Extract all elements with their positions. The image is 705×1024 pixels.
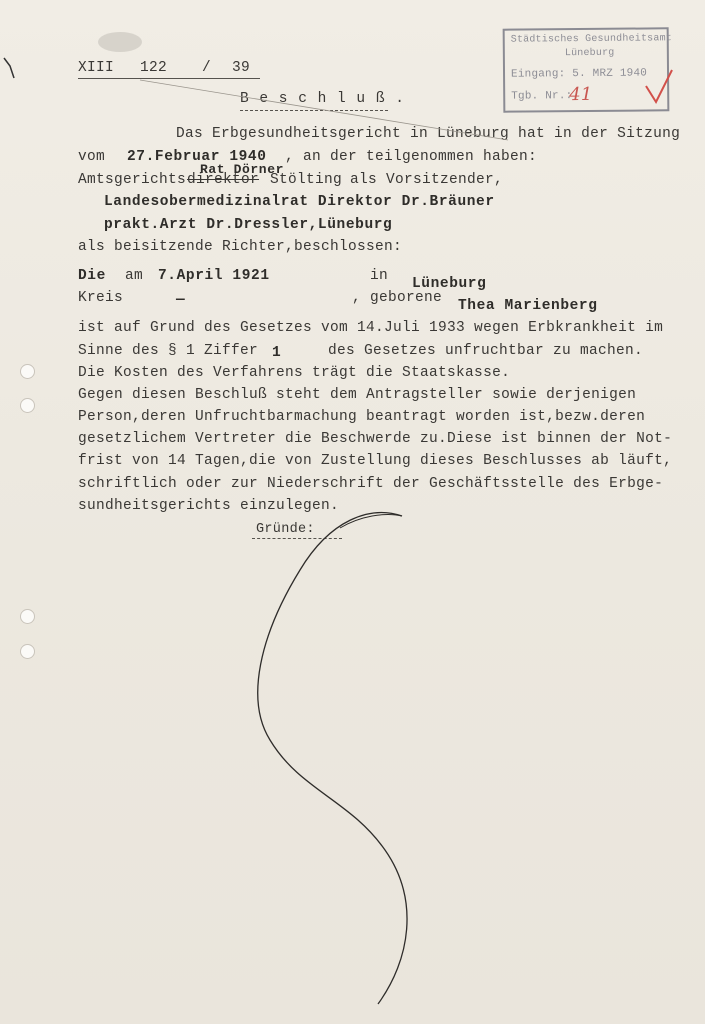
cancellation-stroke — [258, 513, 407, 1004]
ziffer-value: 1 — [272, 345, 282, 361]
body-line-2-prefix: Sinne des § 1 Ziffer — [78, 343, 259, 359]
intro-line: Das Erbgesundheitsgericht in Lüneburg hat in der Sitzung — [176, 126, 681, 142]
judges-closing: als beisitzende Richter,beschlossen: — [78, 239, 403, 255]
chair-struck-name: Stölting — [270, 172, 343, 188]
am-label: am — [125, 268, 144, 284]
pencil-line — [140, 80, 508, 140]
chair-suffix: als Vorsitzender, — [350, 172, 504, 188]
reference-part1: XIII — [78, 60, 115, 76]
birth-place: Lüneburg — [412, 276, 487, 292]
body-line-9: sundheitsgerichts einzulegen. — [78, 498, 340, 514]
person-name: Thea Marienberg — [458, 298, 598, 314]
assessor-1: Landesobermedizinalrat Direktor Dr.Bräuner — [104, 194, 495, 210]
stamp-tgb-label: Tgb. Nr.: — [511, 90, 573, 103]
body-line-8: schriftlich oder zur Niederschrift der Geschäftsstelle des Erbge- — [78, 476, 664, 492]
body-line-6: gesetzlichem Vertreter die Beschwerde zu.Diese ist binnen der Not- — [78, 431, 673, 447]
chair-struck-title: direktor — [187, 172, 260, 188]
kreis-value: — — [176, 292, 186, 308]
document-title: B e s c h l u ß . — [240, 91, 405, 107]
stamp-received-date: Eingang: 5. MRZ 1940 — [510, 67, 648, 81]
body-line-2-suffix: des Gesetzes unfruchtbar zu machen. — [328, 343, 644, 359]
body-line-7: frist von 14 Tagen,die von Zustellung dieses Beschlusses ab läuft, — [78, 453, 673, 469]
kreis-label: Kreis — [78, 290, 124, 306]
stamp-handwritten-number: 41 — [569, 83, 593, 106]
date-prefix: vom — [78, 149, 106, 165]
die-label: Die — [78, 268, 106, 284]
reference-part3: 39 — [232, 60, 251, 76]
body-line-5: Person,deren Unfruchtbarmachung beantragt worden ist,bezw.deren — [78, 409, 646, 425]
geborene-label: , geborene — [352, 290, 443, 306]
reference-separator: / — [202, 60, 212, 76]
edge-tick-mark — [4, 58, 14, 78]
reference-part2: 122 — [140, 60, 168, 76]
chair-inserted-name: Rat Dörner — [200, 162, 285, 177]
date-suffix: , an der teilgenommen haben: — [285, 149, 538, 165]
chair-prefix: Amtsgerichts — [78, 172, 187, 188]
session-date: 27.Februar 1940 — [127, 149, 267, 165]
body-line-1: ist auf Grund des Gesetzes vom 14.Juli 1933 wegen Erbkrankheit im — [78, 320, 664, 336]
body-line-4: Gegen diesen Beschluß steht dem Antragsteller sowie derjenigen — [78, 387, 637, 403]
body-line-3: Die Kosten des Verfahrens trägt die Staatskasse. — [78, 365, 511, 381]
gruende-heading: Gründe: — [256, 522, 315, 537]
assessor-2: prakt.Arzt Dr.Dressler,Lüneburg — [104, 217, 393, 233]
in-label: in — [370, 268, 389, 284]
birth-date: 7.April 1921 — [158, 268, 270, 284]
stamp-office: Städtisches Gesundheitsamt — [510, 33, 673, 46]
ink-smudge — [98, 32, 142, 52]
red-check-mark — [646, 70, 672, 102]
stamp-city: Lüneburg — [564, 47, 615, 60]
